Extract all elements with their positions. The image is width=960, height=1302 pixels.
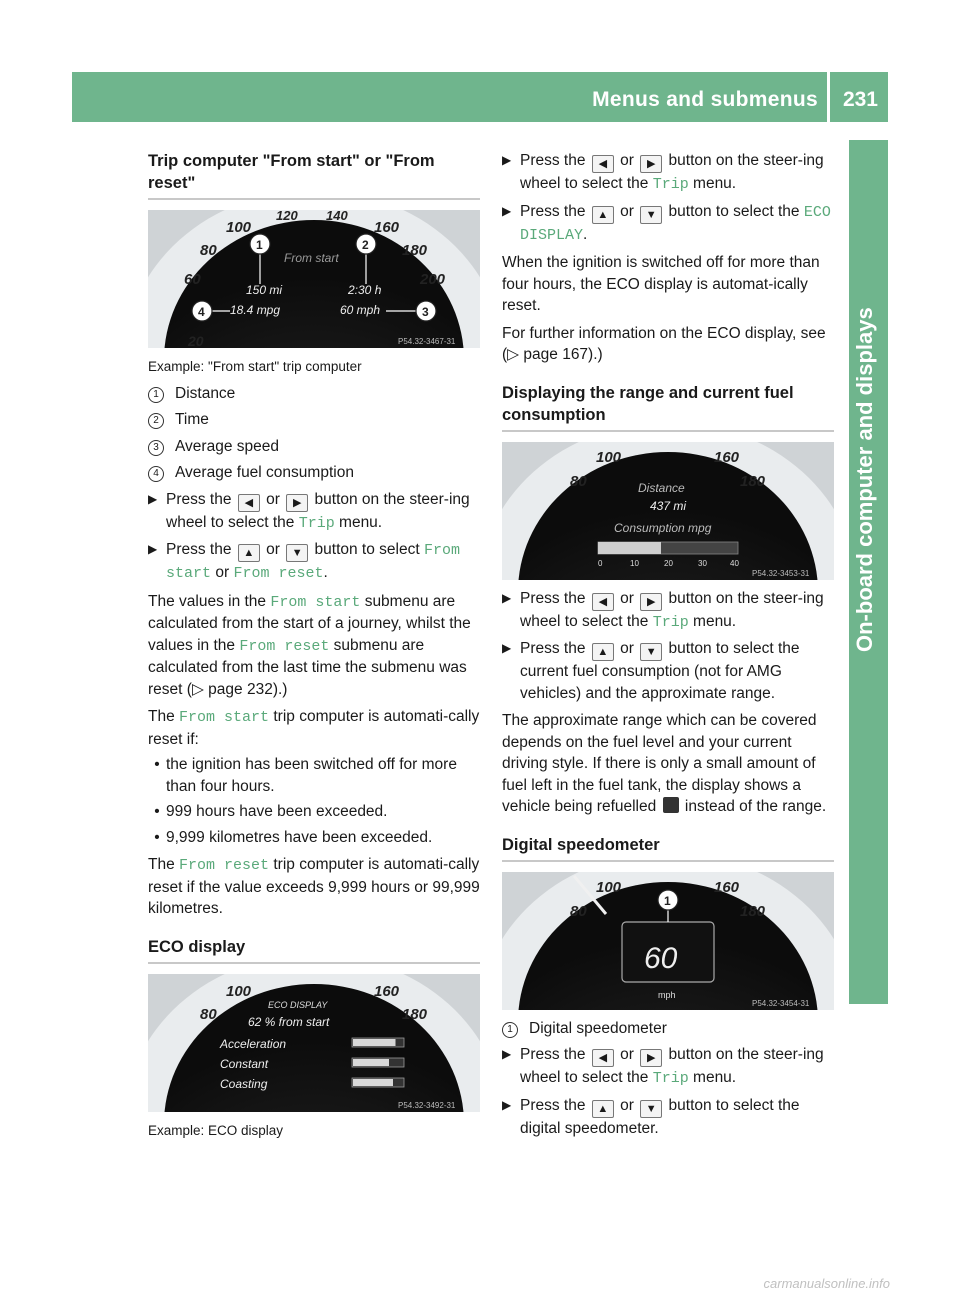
- header-divider: [827, 72, 830, 122]
- gauge-label: 20: [188, 333, 204, 348]
- speed-unit: mph: [658, 989, 676, 1000]
- bar-tick: 30: [698, 558, 707, 568]
- gauge-label: 120: [276, 210, 298, 223]
- page-section-title: Menus and submenus: [592, 88, 818, 111]
- eco-row-label: Constant: [220, 1056, 269, 1071]
- header-bar: [72, 72, 888, 122]
- gauge-label: 100: [226, 982, 252, 1000]
- left-button-icon: ◀: [592, 155, 614, 173]
- page-number: 231: [842, 88, 878, 111]
- gauge-label: 180: [740, 472, 766, 490]
- heading-eco-display: ECO display: [148, 936, 480, 964]
- step-arrow-icon: ▶: [502, 153, 512, 167]
- bar-tick: 40: [730, 558, 739, 568]
- bullet-item: • the ignition has been switched off for more than four hours.: [154, 756, 457, 795]
- paragraph: When the ignition is switched off for more than four hours, the ECO display is automat-ically reset.: [502, 254, 820, 314]
- gauge-label: 160: [714, 448, 740, 466]
- svg-text:2: 2: [362, 238, 369, 252]
- bar-tick: 0: [598, 558, 603, 568]
- mpg-value: 18.4 mpg: [230, 303, 281, 317]
- paragraph: The values in the From start submenu are calculated from the start of a journey, whilst the values in the From reset submenu are calculated from the last time the submenu was reset (▷ page 232).): [148, 592, 471, 698]
- callout-3: [416, 301, 436, 321]
- step-arrow-icon: ▶: [148, 491, 158, 506]
- up-button-icon: ▲: [592, 1100, 614, 1118]
- up-button-icon: ▲: [592, 206, 614, 224]
- left-button-icon: ◀: [592, 1049, 614, 1067]
- instruction-step: ▶ Press the ◀ or ▶ button on the steer-ing wheel to select the Trip menu.: [502, 1044, 834, 1090]
- page-ref-icon: ▷: [191, 680, 204, 698]
- display-label: Consumption mpg: [614, 520, 712, 535]
- right-button-icon: ▶: [640, 1049, 662, 1067]
- eco-bar-fill: [353, 1079, 393, 1086]
- instruction-step: ▶ Press the ◀ or ▶ button on the steer-ing wheel to select the Trip menu.: [148, 489, 480, 535]
- callout-2: [356, 234, 376, 254]
- image-code: P54.32-3467-31: [398, 337, 456, 346]
- step-arrow-icon: ▶: [502, 203, 512, 218]
- up-button-icon: ▲: [592, 643, 614, 661]
- svg-text:1: 1: [664, 893, 671, 908]
- instruction-step: ▶ Press the ◀ or ▶ button on the steer-ing wheel to select the Trip menu.: [502, 150, 834, 196]
- figure-caption: Example: "From start" trip computer: [148, 359, 362, 374]
- up-button-icon: ▲: [238, 544, 260, 562]
- list-item: 4 Average fuel consumption: [148, 462, 480, 484]
- list-item: 1 Distance: [148, 383, 480, 405]
- gauge-label: 140: [326, 210, 348, 223]
- distance-value: 150 mi: [246, 283, 283, 297]
- paragraph: The From reset trip computer is automati-cally reset if the value exceeds 9,999 hours or 99,999 kilometres.: [148, 856, 480, 917]
- callout-4: [192, 301, 212, 321]
- down-button-icon: ▼: [640, 643, 662, 661]
- down-button-icon: ▼: [640, 1100, 662, 1118]
- display-label: Distance: [638, 480, 685, 495]
- range-value: 437 mi: [650, 498, 687, 513]
- figure-from-start: [148, 210, 480, 348]
- gauge-label: 80: [570, 902, 587, 920]
- svg-text:1: 1: [256, 238, 263, 252]
- gauge-label: 100: [596, 878, 622, 896]
- figure-eco-display: [148, 974, 480, 1112]
- heading-trip-computer: Trip computer "From start" or "From reset": [148, 150, 480, 200]
- display-title: From start: [284, 251, 339, 265]
- down-button-icon: ▼: [286, 544, 308, 562]
- callout-1: [658, 890, 678, 910]
- instruction-step: ▶ Press the ▲ or ▼ button to select the digital speedometer.: [502, 1095, 834, 1140]
- gauge-label: 160: [374, 219, 400, 236]
- gauge-label: 80: [200, 242, 217, 259]
- eco-bar-fill: [353, 1039, 396, 1046]
- list-item: 3 Average speed: [148, 436, 480, 458]
- instruction-step: ▶ Press the ◀ or ▶ button on the steer-ing wheel to select the Trip menu.: [502, 588, 834, 634]
- right-button-icon: ▶: [640, 155, 662, 173]
- image-code: P54.32-3453-31: [752, 568, 810, 578]
- gauge-label: 160: [714, 878, 740, 896]
- refuelling-icon: [663, 797, 679, 813]
- right-button-icon: ▶: [640, 593, 662, 611]
- paragraph: The approximate range which can be covered depends on the fuel level and your current driving style. If there is only a small amount of fuel left in the fuel tank, the display shows a vehicle being refuelled instead of the range.: [502, 712, 827, 815]
- page-ref-icon: ▷: [507, 346, 520, 363]
- gauge-label: 180: [402, 1005, 428, 1023]
- left-button-icon: ◀: [238, 494, 260, 512]
- gauge-label: 80: [200, 1005, 217, 1023]
- bullet-item: • 9,999 kilometres have been exceeded.: [154, 828, 433, 846]
- gauge-label: 80: [570, 472, 587, 490]
- figure-caption: Example: ECO display: [148, 1122, 284, 1138]
- down-button-icon: ▼: [640, 206, 662, 224]
- heading-digital-speedometer: Digital speedometer: [502, 834, 834, 862]
- gauge-label: 100: [226, 219, 252, 236]
- watermark: carmanualsonline.info: [763, 1276, 890, 1291]
- left-column: [148, 150, 480, 1143]
- step-arrow-icon: ▶: [502, 590, 512, 605]
- right-button-icon: ▶: [286, 494, 308, 512]
- step-arrow-icon: ▶: [502, 1097, 512, 1112]
- svg-text:3: 3: [422, 305, 429, 319]
- gauge-label: 160: [374, 982, 400, 1000]
- svg-text:4: 4: [198, 305, 205, 319]
- gauge-label: 100: [596, 448, 622, 466]
- display-title: ECO DISPLAY: [268, 999, 328, 1010]
- eco-bar-fill: [353, 1059, 389, 1066]
- image-code: P54.32-3492-31: [398, 1100, 456, 1110]
- step-arrow-icon: ▶: [148, 542, 158, 556]
- right-column: [502, 150, 834, 1139]
- instruction-step: ▶ Press the ▲ or ▼ button to select the ECO DISPLAY.: [502, 201, 834, 247]
- speed-value: 60 mph: [340, 303, 381, 317]
- display-subtitle: 62 % from start: [248, 1014, 330, 1029]
- callout-1: [250, 234, 270, 254]
- gauge-label: 180: [740, 902, 766, 920]
- left-button-icon: ◀: [592, 593, 614, 611]
- list-item: 2 Time: [148, 409, 480, 431]
- list-item: 1 Digital speedometer: [502, 1018, 834, 1040]
- bar-tick: 10: [630, 558, 639, 568]
- gauge-label: 200: [420, 271, 446, 288]
- paragraph: For further information on the ECO display, see (▷ page 167).): [502, 324, 826, 363]
- gauge-label: 180: [402, 242, 428, 259]
- instruction-step: ▶ Press the ▲ or ▼ button to select From start or From reset.: [148, 539, 480, 585]
- paragraph: The From start trip computer is automati-cally reset if:: [148, 708, 480, 748]
- digital-speed-value: 60: [644, 941, 678, 975]
- gauge-label: 60: [184, 271, 201, 288]
- step-arrow-icon: ▶: [502, 1047, 512, 1061]
- eco-row-label: Coasting: [220, 1076, 268, 1091]
- image-code: P54.32-3454-31: [752, 998, 810, 1008]
- instruction-step: ▶ Press the ▲ or ▼ button to select the current fuel consumption (not for AMG vehicles) and the approximate range.: [502, 638, 834, 704]
- bullet-item: • 999 hours have been exceeded.: [154, 803, 388, 820]
- bar-tick: 20: [664, 558, 673, 568]
- step-arrow-icon: ▶: [502, 641, 512, 655]
- time-value: 2:30 h: [348, 283, 382, 297]
- eco-row-label: Acceleration: [220, 1036, 287, 1051]
- figure-range: [502, 442, 834, 580]
- heading-range-consumption: Displaying the range and current fuel consumption: [502, 382, 834, 432]
- figure-digital-speedometer: [502, 872, 834, 1010]
- consumption-bar-fill: [598, 542, 661, 554]
